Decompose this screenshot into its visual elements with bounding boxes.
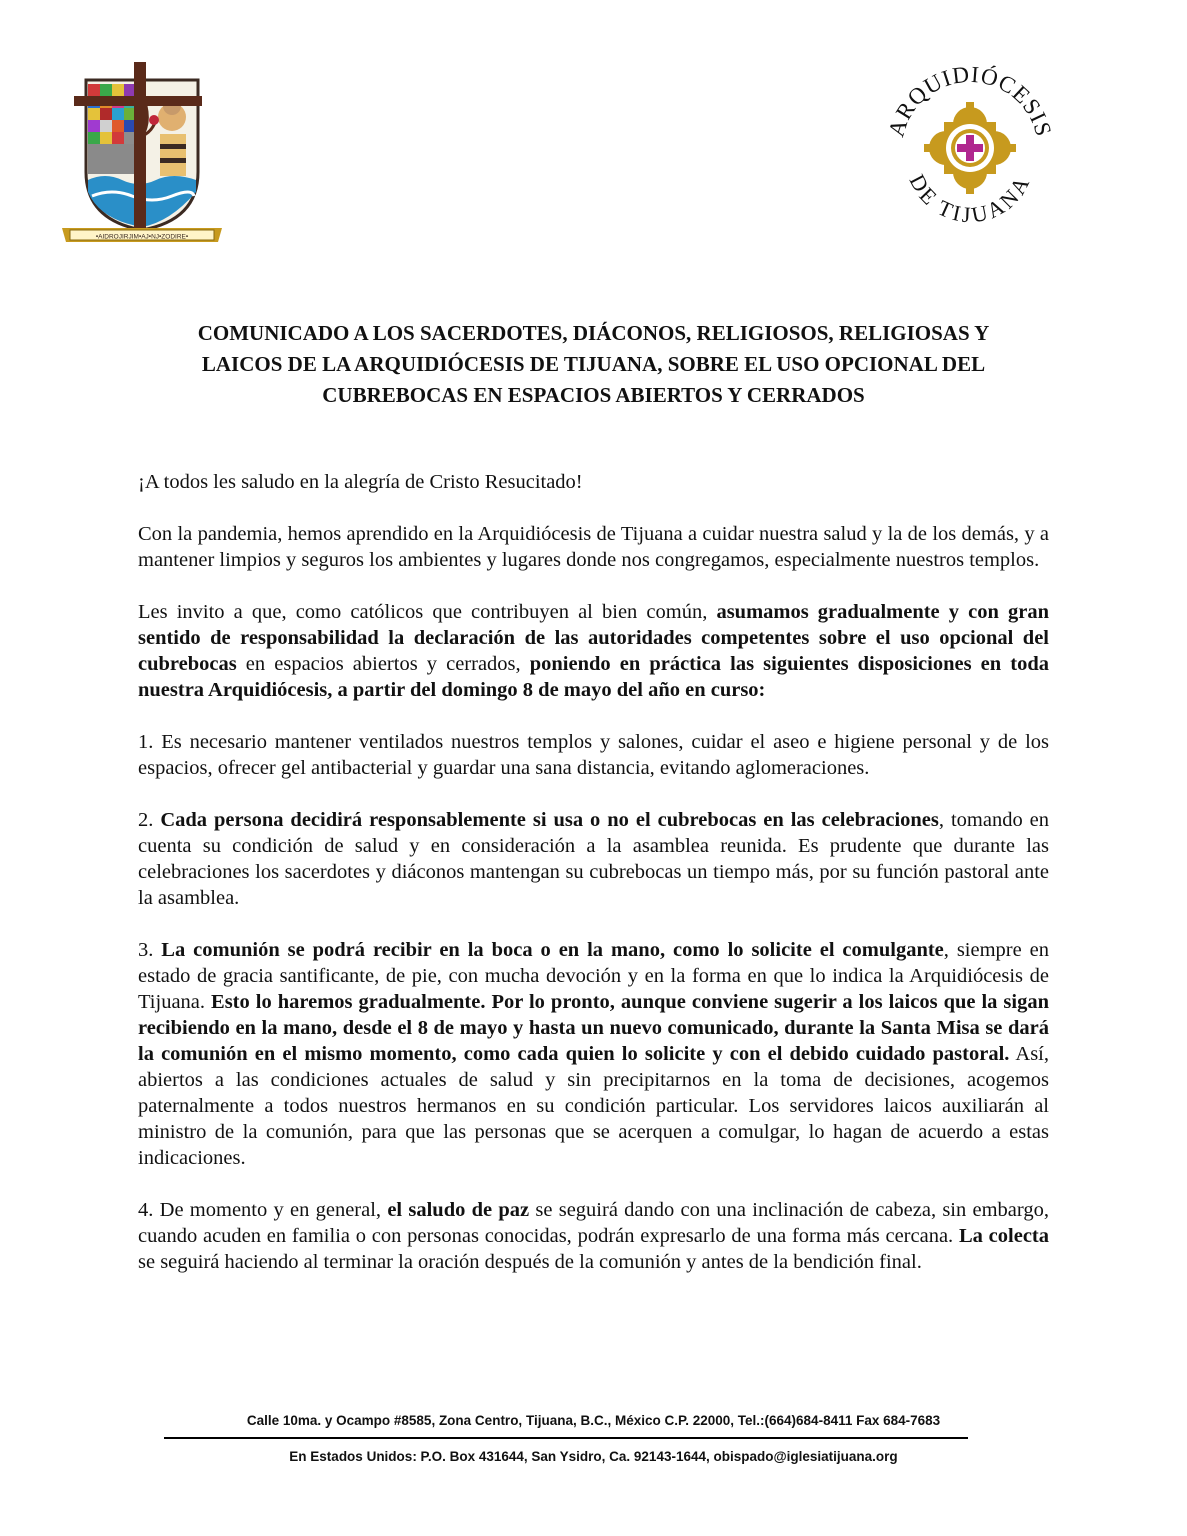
list-item-1: 1. Es necesario mantener ventilados nuestros templos y salones, cuidar el aseo e higiene personal y de los espacios, ofrecer gel antibacterial y guardar una sana distancia, evitando aglomeraciones. <box>138 731 1049 779</box>
title-line: COMUNICADO A LOS SACERDOTES, DIÁCONOS, RELIGIOSOS, RELIGIOSAS Y <box>197 321 990 345</box>
paragraph-invitation: Les invito a que, como católicos que contribuyen al bien común, asumamos gradualmente y con gran sentido de responsabilidad la declaración de las autoridades competentes sobre el uso opcional del cubrebocas en espacios abiertos y cerrados, poniendo en práctica las siguientes disposiciones en toda nuestra Arquidiócesis, a partir del domingo 8 de mayo del año en curso: <box>138 601 1050 701</box>
list-item-4: 4. De momento y en general, el saludo de paz se seguirá dando con una inclinación de cabeza, sin embargo, cuando acuden en familia o con personas conocidas, podrán expresarlo de una forma más cercana. La colecta se seguirá haciendo al terminar la oración después de la comunión y antes de la bendición final. <box>138 1199 1049 1273</box>
title-line: LAICOS DE LA ARQUIDIÓCESIS DE TIJUANA, SOBRE EL USO OPCIONAL DEL <box>201 352 986 376</box>
letter-body <box>138 469 1049 1275</box>
list-item-2: 2. Cada persona decidirá responsablemente si usa o no el cubrebocas en las celebraciones, tomando en cuenta su condición de salud y en consideración a la asamblea reunida. Es prudente que durante las celebraciones los sacerdotes y diáconos mantengan su cubrebocas un tiempo más, por su función pastoral ante la asamblea. <box>138 809 1049 909</box>
parish-shield-logo <box>60 62 224 244</box>
footer-us-address: En Estados Unidos: P.O. Box 431644, San Ysidro, Ca. 92143-1644, obispado@iglesiatijuana.org <box>289 1449 898 1464</box>
footer-divider <box>164 1437 968 1439</box>
title-line: CUBREBOCAS EN ESPACIOS ABIERTOS Y CERRADOS <box>322 383 865 407</box>
document-title <box>130 318 1057 411</box>
footer-address: Calle 10ma. y Ocampo #8585, Zona Centro, Tijuana, B.C., México C.P. 22000, Tel.:(664)684-8411 Fax 684-7683 <box>246 1413 941 1428</box>
quatrefoil-cross-emblem <box>924 102 1016 194</box>
svg-text:•AIDROJIRJIM•AJ•NJ•ZODIRE•: •AIDROJIRJIM•AJ•NJ•ZODIRE• <box>95 233 189 241</box>
list-item-3: 3. La comunión se podrá recibir en la boca o en la mano, como lo solicite el comulgante, siempre en estado de gracia santificante, de pie, con mucha devoción y en la forma en que lo indica la Arquidiócesis de Tijuana. Esto lo haremos gradualmente. Por lo pronto, aunque conviene sugerir a los laicos que la sigan recibiendo en la mano, desde el 8 de mayo y hasta un nuevo comunicado, durante la Santa Misa se dará la comunión en el mismo momento, como cada quien lo solicite y con el debido cuidado pastoral. Así, abiertos a las condiciones actuales de salud y sin precipitarnos en la toma de decisiones, acogemos paternalmente a todos nuestros hermanos en su condición particular. Los servidores laicos auxiliarán al ministro de la comunión, para que las personas que se acerquen a comulgar, lo hagan de acuerdo a estas indicaciones. <box>138 939 1050 1169</box>
archdiocese-logo <box>880 58 1060 236</box>
svg-text:ARQUIDIÓCESIS: ARQUIDIÓCESIS <box>883 61 1057 140</box>
paragraph-pandemic: Con la pandemia, hemos aprendido en la Arquidiócesis de Tijuana a cuidar nuestra salud y la de los demás, y a mantener limpios y seguros los ambientes y lugares donde nos congregamos, especialmente nuestros templos. <box>138 523 1049 571</box>
greeting: ¡A todos les saludo en la alegría de Cristo Resucitado! <box>138 471 583 493</box>
svg-text:DE TIJUANA: DE TIJUANA <box>904 170 1036 228</box>
